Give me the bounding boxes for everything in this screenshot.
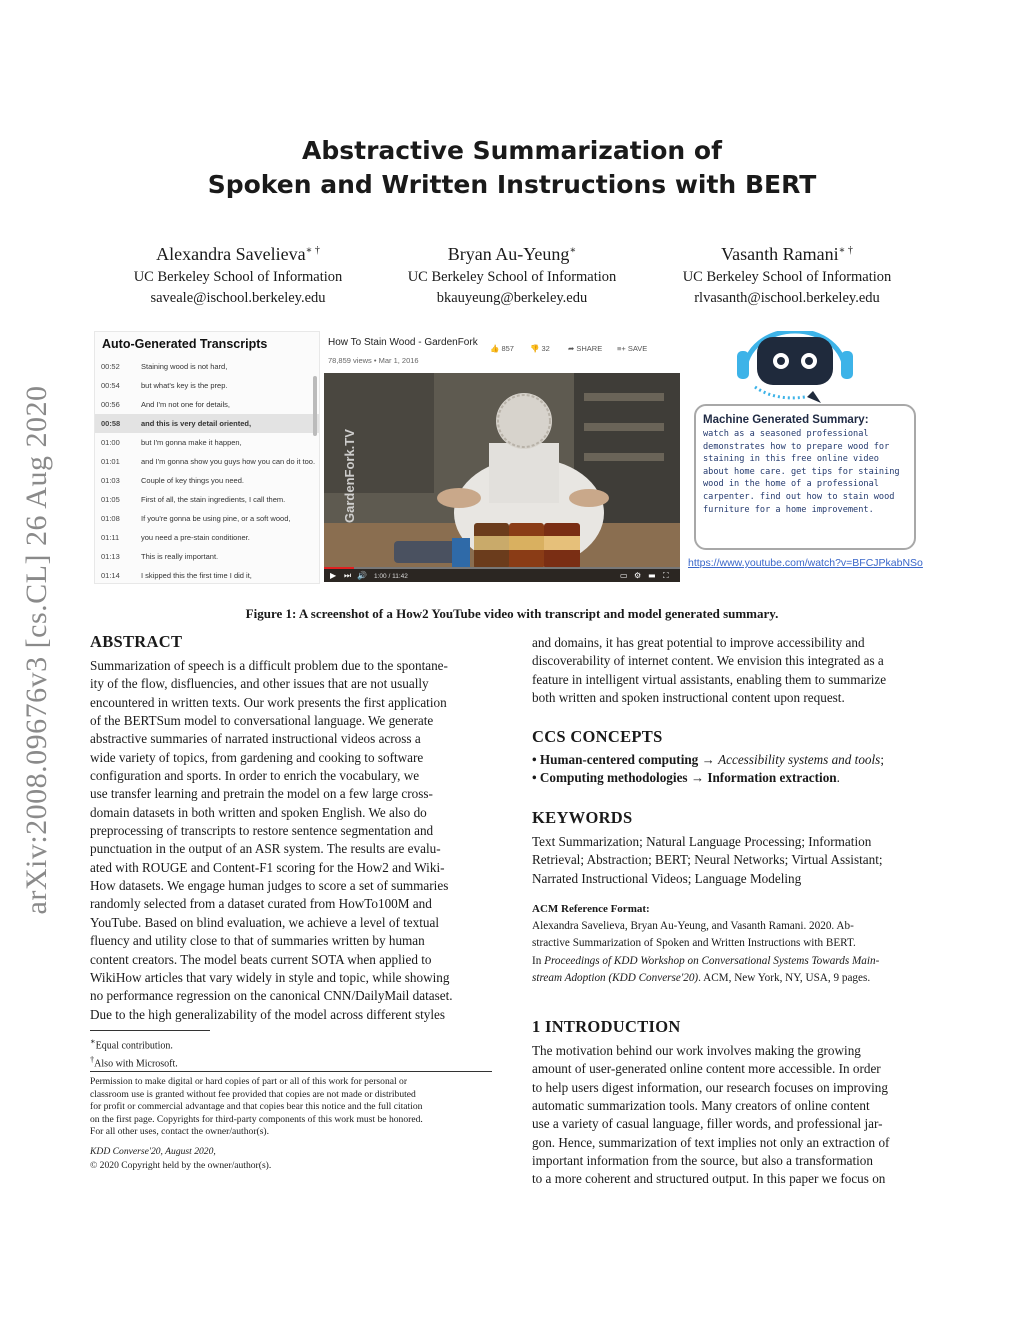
ccs2-end: . — [836, 770, 840, 786]
title-line-1: Abstractive Summarization of — [302, 136, 722, 165]
ccs1-italic: Accessibility systems and tools — [718, 752, 881, 767]
volume-icon[interactable]: 🔊 — [357, 571, 367, 580]
author-email: saveale@ischool.berkeley.edu — [150, 289, 326, 306]
transcript-time: 01:14 — [101, 571, 120, 580]
author-affiliation: UC Berkeley School of Information — [407, 269, 617, 285]
conference-line: KDD Converse'20, August 2020, — [90, 1146, 216, 1157]
introduction-line: The motivation behind our work involves making the growing — [532, 1043, 861, 1058]
transcript-row[interactable] — [95, 376, 319, 395]
footnote-divider — [90, 1030, 210, 1031]
summary-title: Machine Generated Summary: — [703, 414, 869, 426]
author-name: Vasanth Ramani — [721, 244, 839, 264]
transcript-row[interactable] — [95, 471, 319, 490]
copyright-line: © 2020 Copyright held by the owner/author(s). — [90, 1160, 272, 1171]
abstract-line: WikiHow articles that vary widely in style and topic, while showing — [90, 969, 450, 985]
abstract-line: use transfer learning and pretrain the model on a few large cross- — [90, 786, 433, 802]
footnote-equal: Equal contribution. — [95, 1040, 173, 1052]
transcript-list — [95, 357, 319, 585]
acm-reference — [532, 918, 935, 987]
settings-icon[interactable]: ⚙ — [634, 571, 642, 580]
abstract-line: wide variety of topics, from gardening and cooking to software — [90, 749, 424, 765]
text-line: discoverability of internet content. We envision this integrated as a — [532, 653, 884, 669]
share-button[interactable]: ➦ SHARE — [568, 344, 603, 353]
author-block-3 — [642, 238, 932, 308]
transcript-row[interactable] — [95, 452, 319, 471]
footnotes: ∗Equal contribution. †Also with Microsoft. — [90, 1037, 178, 1069]
ccs1-arrow: → — [698, 752, 719, 767]
share-label: SHARE — [576, 344, 603, 353]
ccs2-bold: • Computing methodologies → Information extraction — [532, 770, 837, 786]
ccs1-end: ; — [880, 752, 884, 767]
like-button[interactable]: 👍 857 — [490, 344, 514, 353]
transcript-text: This is really important. — [141, 552, 219, 561]
transcript-text: you need a pre-stain conditioner. — [141, 533, 250, 542]
like-count: 857 — [501, 344, 514, 353]
figure-caption: Figure 1: A screenshot of a How2 YouTube video with transcript and model generated summary. — [245, 606, 779, 621]
footnote-microsoft: Also with Microsoft. — [94, 1057, 178, 1069]
transcript-time: 01:13 — [101, 552, 120, 561]
acm-line-3-prefix: In — [532, 954, 545, 967]
next-icon[interactable]: ⏭ — [344, 571, 352, 580]
introduction-line: important information from the source, but also a transformation — [532, 1153, 873, 1169]
dislike-button[interactable]: 👎 32 — [530, 344, 550, 353]
transcript-time: 01:11 — [101, 533, 120, 542]
transcript-row[interactable] — [95, 547, 319, 566]
play-icon[interactable]: ▶ — [330, 571, 337, 580]
machine-summary-box — [694, 404, 916, 550]
robot-icon — [735, 331, 855, 403]
acm-line-4: stream Adoption (KDD Converse'20) — [532, 971, 699, 984]
abstract-line: abstractive summaries of narrated instructional videos across a — [90, 731, 421, 747]
abstract-line: fluency and utility close to that of summaries written by human — [90, 933, 425, 949]
video-title: How To Stain Wood - GardenFork — [328, 337, 478, 348]
dislike-count: 32 — [541, 344, 550, 353]
abstract-heading: ABSTRACT — [90, 632, 183, 651]
abstract-line: ated with ROUGE and Content-F1 scoring for the How2 and Wiki- — [90, 859, 445, 875]
abstract-line: preprocessing of transcripts to restore sentence segmentation and — [90, 823, 434, 839]
acm-heading: ACM Reference Format: — [532, 903, 650, 915]
abstract-line: How datasets. We engage human judges to score a set of summaries — [90, 878, 449, 894]
transcript-time: 01:03 — [101, 476, 120, 485]
transcript-time: 00:56 — [101, 400, 120, 409]
video-time-readout: 1:00 / 11:42 — [374, 573, 408, 580]
abstract-line: ity of the flow, disfluencies, and other issues that are not usually — [90, 676, 429, 692]
transcript-row[interactable] — [95, 395, 319, 414]
transcript-row[interactable] — [95, 528, 319, 547]
save-button[interactable]: ≡+ SAVE — [617, 344, 648, 353]
transcript-text: and this is very detail oriented, — [141, 419, 252, 428]
transcript-time: 00:58 — [101, 419, 121, 428]
transcript-text: and I'm gonna show you guys how you can do it too. — [141, 457, 316, 466]
introduction-line: automatic summarization tools. Many creators of online content — [532, 1098, 870, 1114]
author-affiliation: UC Berkeley School of Information — [133, 269, 343, 285]
video-frame[interactable] — [324, 373, 680, 582]
author-block-1 — [93, 238, 383, 308]
introduction-line: gon. Hence, summarization of text implies not only an extraction of — [532, 1134, 890, 1150]
transcript-row[interactable] — [95, 414, 319, 433]
transcript-text: I skipped this the first time I did it, — [141, 571, 252, 580]
transcript-text: Couple of key things you need. — [141, 476, 244, 485]
abstract-line: punctuation in the output of an ASR system. The results are evalu- — [90, 841, 441, 857]
ccs1-bold: • Human-centered computing — [532, 752, 699, 767]
introduction-line: use a variety of casual language, filler words, and professional jar- — [532, 1116, 883, 1132]
ccs-heading: CCS CONCEPTS — [532, 727, 663, 746]
author-marks: ∗ — [569, 245, 577, 256]
abstract-line: domain datasets in both written and spoken English. We also do — [90, 804, 427, 820]
video-header — [324, 331, 680, 373]
transcript-time: 01:08 — [101, 514, 120, 523]
transcript-text: First of all, the stain ingredients, I call them. — [141, 495, 286, 504]
acm-line-1: Alexandra Savelieva, Bryan Au-Yeung, and Vasanth Ramani. 2020. Ab- — [532, 920, 854, 932]
abstract-body — [90, 657, 492, 1024]
transcript-text: Staining wood is not hard, — [141, 362, 228, 371]
abstract-line: YouTube. Based on blind evaluation, we achieve a level of textual — [90, 914, 440, 930]
acm-line-3: Proceedings of KDD Workshop on Conversational Systems Towards Main- — [544, 954, 880, 967]
transcript-title: Auto-Generated Transcripts — [102, 337, 268, 351]
author-block-2 — [367, 238, 657, 308]
abstract-line: no performance regression on the canonical CNN/DailyMail dataset. — [90, 988, 453, 1004]
transcript-row[interactable] — [95, 357, 319, 376]
text-line: feature in intelligent virtual assistants, enabling them to summarize — [532, 671, 887, 687]
author-affiliation: UC Berkeley School of Information — [682, 269, 892, 285]
author-email: bkauyeung@berkeley.edu — [436, 289, 588, 306]
title-line-2: Spoken and Written Instructions with BERT — [207, 170, 817, 199]
introduction-heading: 1 INTRODUCTION — [532, 1017, 681, 1036]
keywords-line: Narrated Instructional Videos; Language Modeling — [532, 870, 802, 886]
captions-icon[interactable]: ▭ — [620, 571, 628, 580]
permission-line: classroom use is granted without fee provided that copies are not made or distributed — [90, 1088, 416, 1100]
introduction-line: to a more coherent and structured output. In this paper we focus on — [532, 1171, 886, 1187]
transcript-time: 00:54 — [101, 381, 120, 390]
permission-line: Permission to make digital or hard copies of part or all of this work for personal or — [90, 1076, 408, 1087]
transcript-time: 01:05 — [101, 495, 120, 504]
permission-line: for profit or commercial advantage and that copies bear this notice and the full citation — [90, 1101, 423, 1112]
ccs-concepts — [532, 751, 935, 788]
author-name: Bryan Au-Yeung — [447, 244, 570, 264]
abstract-line: configuration and sports. In order to enrich the vocabulary, we — [90, 768, 420, 784]
transcript-text: If you're gonna be using pine, or a soft wood, — [141, 514, 291, 523]
transcript-text: And I'm not one for details, — [141, 400, 230, 409]
video-scene-illustration — [324, 373, 680, 582]
keywords-line: Retrieval; Abstraction; BERT; Neural Networks; Virtual Assistant; — [532, 852, 883, 868]
fullscreen-icon[interactable]: ⛶ — [663, 571, 669, 580]
keywords-body — [532, 833, 935, 888]
introduction-line: to help users digest information, our research focuses on improving — [532, 1079, 888, 1095]
author-marks: ∗ † — [838, 245, 853, 256]
author-name: Alexandra Savelieva — [156, 244, 306, 264]
acm-line-2: stractive Summarization of Spoken and Written Instructions with BERT. — [532, 937, 856, 950]
transcript-text: but what's key is the prep. — [141, 381, 228, 390]
abstract-line: of the BERTSum model to conversational language. We generate — [90, 713, 434, 729]
abstract-line: randomly selected from a dataset curated from HowTo100M and — [90, 896, 432, 912]
permission-line: For all other uses, contact the owner/author(s). — [90, 1126, 270, 1137]
permission-line: on the first page. Copyrights for third-party components of this work must be honored. — [90, 1113, 423, 1125]
text-line: and domains, it has great potential to improve accessibility and — [532, 635, 865, 650]
save-label: SAVE — [627, 344, 648, 353]
summary-text: watch as a seasoned professional demonstrates how to prepare wood for staining in this free online video about home care. get tips for staining wood in the home of a professional carpenter. find out how to stain wood furniture for a home improvement. — [703, 429, 900, 515]
permission-block — [90, 1076, 492, 1139]
video-meta: 78,859 views • Mar 1, 2016 — [328, 356, 419, 365]
author-email: rlvasanth@ischool.berkeley.edu — [694, 289, 880, 306]
keywords-heading: KEYWORDS — [532, 808, 633, 827]
youtube-link[interactable]: https://www.youtube.com/watch?v=BFCJPkabNSo — [688, 557, 923, 569]
transcript-row[interactable] — [95, 566, 319, 585]
abstract-line: content creators. The model beats current SOTA when applied to — [90, 951, 432, 967]
author-marks: ∗ † — [305, 245, 320, 256]
transcript-row[interactable] — [95, 433, 319, 452]
introduction-line: amount of user-generated online content more accessible. In order — [532, 1061, 881, 1077]
abstract-line: Due to the high generalizability of the model across different styles — [90, 1006, 445, 1022]
introduction-body — [532, 1042, 935, 1189]
paper-title — [100, 134, 924, 202]
video-watermark: GardenFork.TV — [342, 429, 357, 523]
keywords-line: Text Summarization; Natural Language Processing; Information — [532, 834, 872, 849]
abstract-continuation — [532, 634, 935, 707]
abstract-line: encountered in written texts. Our work presents the first application — [90, 694, 447, 710]
video-player — [324, 331, 680, 582]
transcript-time: 00:52 — [101, 362, 120, 371]
transcript-time: 01:00 — [101, 438, 120, 447]
transcript-row[interactable] — [95, 509, 319, 528]
permission-divider — [90, 1071, 492, 1072]
acm-line-4-rest: . ACM, New York, NY, USA, 9 pages. — [698, 971, 871, 984]
theater-icon[interactable]: ▬ — [648, 571, 656, 580]
transcript-scrollbar[interactable] — [313, 376, 317, 436]
text-line: both written and spoken instructional content upon request. — [532, 690, 845, 706]
abstract-line: Summarization of speech is a difficult problem due to the spontane- — [90, 658, 448, 673]
arxiv-identifier: arXiv:2008.09676v3 [cs.CL] 26 Aug 2020 — [20, 385, 53, 915]
transcript-panel — [94, 331, 320, 584]
transcript-row[interactable] — [95, 490, 319, 509]
transcript-text: but I'm gonna make it happen, — [141, 438, 242, 447]
transcript-time: 01:01 — [101, 457, 120, 466]
